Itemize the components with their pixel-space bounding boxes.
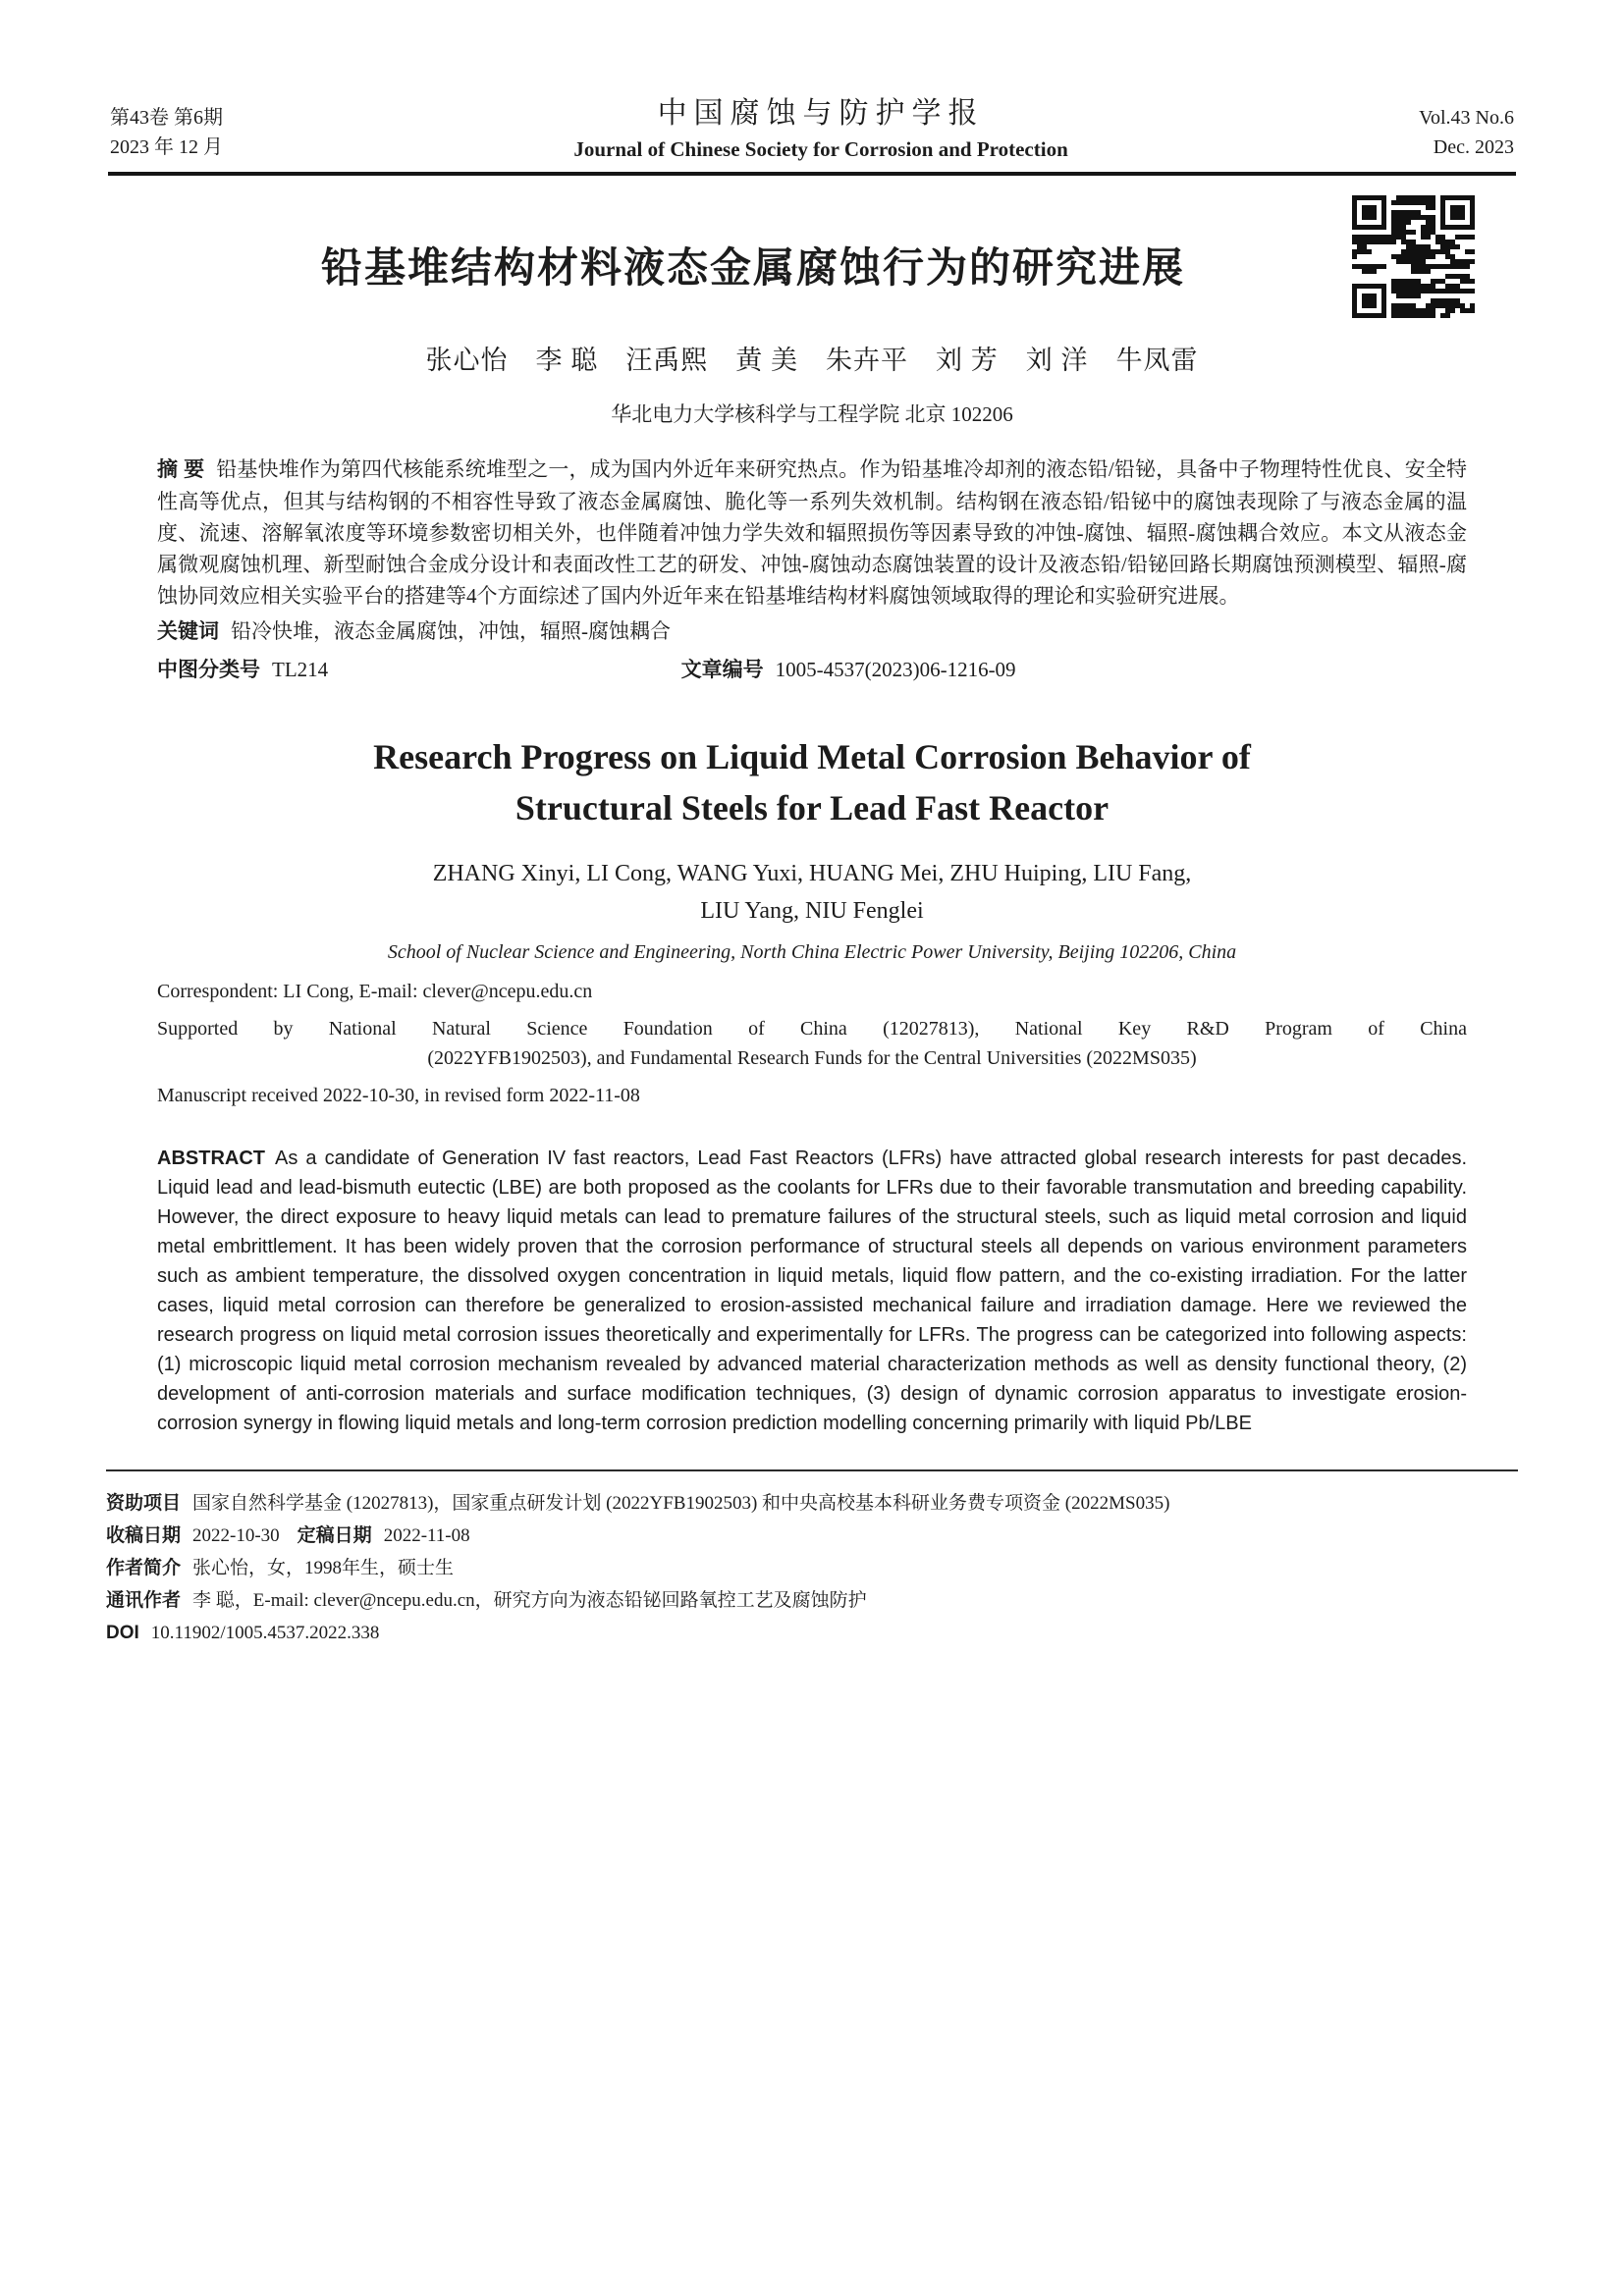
funding-label: 资助项目 <box>106 1493 182 1514</box>
authors-en <box>157 855 1467 930</box>
clc-label: 中图分类号 <box>157 659 260 681</box>
classification-row <box>157 654 1467 686</box>
affiliation-cn: 华北电力大学核科学与工程学院 北京 102206 <box>611 402 1013 426</box>
abstract-cn <box>157 454 1467 612</box>
journal-title-cn: 中国腐蚀与防护学报 <box>657 97 985 130</box>
authors-en-line1: ZHANG Xinyi, LI Cong, WANG Yuxi, HUANG Mei, ZHU Huiping, LIU Fang, <box>432 861 1192 886</box>
doi-note <box>106 1617 1518 1649</box>
corresponding-author-label: 通讯作者 <box>106 1590 182 1611</box>
journal-title-en: Journal of Chinese Society for Corrosion and Protection <box>573 137 1068 161</box>
authors-en-line2: LIU Yang, NIU Fenglei <box>700 898 924 924</box>
revised-label: 定稿日期 <box>297 1525 372 1546</box>
keywords-text-cn: 铅冷快堆，液态金属腐蚀，冲蚀，辐照-腐蚀耦合 <box>231 619 671 643</box>
footnote-block <box>106 1469 1518 1649</box>
author-bio-label: 作者简介 <box>106 1558 182 1578</box>
article-number-label: 文章编号 <box>680 659 764 681</box>
qr-code-pattern <box>1352 195 1475 318</box>
article-title-en <box>157 731 1467 833</box>
author-bio-note <box>106 1552 1518 1584</box>
article-number <box>681 654 1016 686</box>
corresponding-author-note <box>106 1584 1518 1617</box>
abstract-label-cn: 摘 要 <box>157 458 205 481</box>
funding-note <box>106 1487 1518 1520</box>
date-cn: 2023 年 12 月 <box>110 136 223 158</box>
dates-note <box>106 1520 1518 1552</box>
article-number-value: 1005-4537(2023)06-1216-09 <box>775 658 1016 681</box>
header-issue-en <box>1419 103 1514 162</box>
article-body <box>157 203 1467 1438</box>
received-label: 收稿日期 <box>106 1525 182 1546</box>
article-title-en-line1: Research Progress on Liquid Metal Corrosion Behavior of <box>373 737 1251 776</box>
journal-name-block <box>573 88 1067 162</box>
volume-issue-en: Vol.43 No.6 <box>1419 107 1514 129</box>
clc-value: TL214 <box>272 658 329 681</box>
affiliation-en: School of Nuclear Science and Engineering, North China Electric Power University, Beijing 102206, China <box>387 941 1237 963</box>
abstract-text-cn: 铅基快堆作为第四代核能系统堆型之一，成为国内外近年来研究热点。作为铅基堆冷却剂的液态铅/铅铋，具备中子物理特性优良、安全特性高等优点，但其与结构钢的不相容性导致了液态金属腐蚀、脆化等一系列失效机制。结构钢在液态铅/铅铋中的腐蚀表现除了与液态金属的温度、流速、溶解氧浓度等环境参数密切相关外，也伴随着冲蚀力学失效和辐照损伤等因素导致的冲蚀-腐蚀、辐照-腐蚀耦合效应。本文从液态金属微观腐蚀机理、新型耐蚀合金成分设计和表面改性工艺的研发、冲蚀-腐蚀动态腐蚀装置的设计及液态铅/铅铋回路长期腐蚀预测模型、辐照-腐蚀协同效应相关实验平台的搭建等4个方面综述了国内外近年来在铅基堆结构材料腐蚀领域取得的理论和实验研究进展。 <box>157 457 1467 608</box>
authors-cn: 张心怡 李 聪 汪禹熙 黄 美 朱卉平 刘 芳 刘 洋 牛凤雷 <box>425 346 1199 375</box>
corresponding-author-text: 李 聪，E-mail: clever@ncepu.edu.cn，研究方向为液态铅铋回路氧控工艺及腐蚀防护 <box>192 1590 867 1611</box>
doi-value: 10.11902/1005.4537.2022.338 <box>150 1623 380 1643</box>
funding-text: 国家自然科学基金 (12027813)，国家重点研发计划 (2022YFB1902503) 和中央高校基本科研业务费专项资金 (2022MS035) <box>192 1493 1170 1514</box>
funding-en-line1: Supported by National Natural Science Foundation of China (12027813), National Key R&D Program of China <box>157 1018 1467 1040</box>
clc-number <box>157 654 681 686</box>
keywords-label-cn: 关键词 <box>157 620 219 643</box>
volume-issue-cn: 第43卷 第6期 <box>110 107 223 129</box>
header-issue-cn <box>110 103 223 162</box>
funding-en-line2: (2022YFB1902503), and Fundamental Research Funds for the Central Universities (2022MS035) <box>427 1047 1197 1069</box>
abstract-label-en: ABSTRACT <box>157 1148 265 1169</box>
received-value: 2022-10-30 <box>192 1525 280 1546</box>
header-rule <box>108 172 1516 176</box>
manuscript-dates: Manuscript received 2022-10-30, in revised form 2022-11-08 <box>157 1085 640 1106</box>
title-block <box>157 203 1467 327</box>
article-title-cn: 铅基堆结构材料液态金属腐蚀行为的研究进展 <box>320 244 1185 291</box>
author-bio-text: 张心怡，女，1998年生，硕士生 <box>192 1558 455 1578</box>
doi-label: DOI <box>106 1623 139 1643</box>
journal-header <box>110 88 1514 162</box>
qr-code <box>1352 195 1475 318</box>
abstract-en <box>157 1144 1467 1438</box>
article-title-en-line2: Structural Steels for Lead Fast Reactor <box>514 788 1110 828</box>
revised-value: 2022-11-08 <box>383 1525 470 1546</box>
correspondent-line: Correspondent: LI Cong, E-mail: clever@ncepu.edu.cn <box>157 981 593 1002</box>
abstract-text-en: As a candidate of Generation IV fast reactors, Lead Fast Reactors (LFRs) have attracted global research interests for past decades. Liquid lead and lead-bismuth eutectic (LBE) are both proposed as the coolants for LFRs due to their favorable transmutation and breeding capability. However, the direct exposure to heavy liquid metals can lead to premature failures of the structural steels, such as liquid metal corrosion and liquid metal embrittlement. It has been widely proven that the corrosion performance of structural steels all depends on various environment parameters such as ambient temperature, the dissolved oxygen concentration in liquid metals, liquid flow pattern, and the co-existing irradiation. For the latter cases, liquid metal corrosion can therefore be generalized to erosion-assisted mechanical failure and irradiation damage. Here we reviewed the research progress on liquid metal corrosion issues theoretically and experimentally for LFRs. The progress can be categorized into following aspects: (1) microscopic liquid metal corrosion mechanism revealed by advanced material characterization methods as well as density functional theory, (2) development of anti-corrosion materials and surface modification techniques, (3) design of dynamic corrosion apparatus to investigate erosion-corrosion synergy in flowing liquid metals and long-term corrosion prediction modelling concerning primarily with liquid Pb/LBE <box>157 1148 1467 1434</box>
keywords-cn <box>157 615 1467 648</box>
date-en: Dec. 2023 <box>1433 136 1514 158</box>
